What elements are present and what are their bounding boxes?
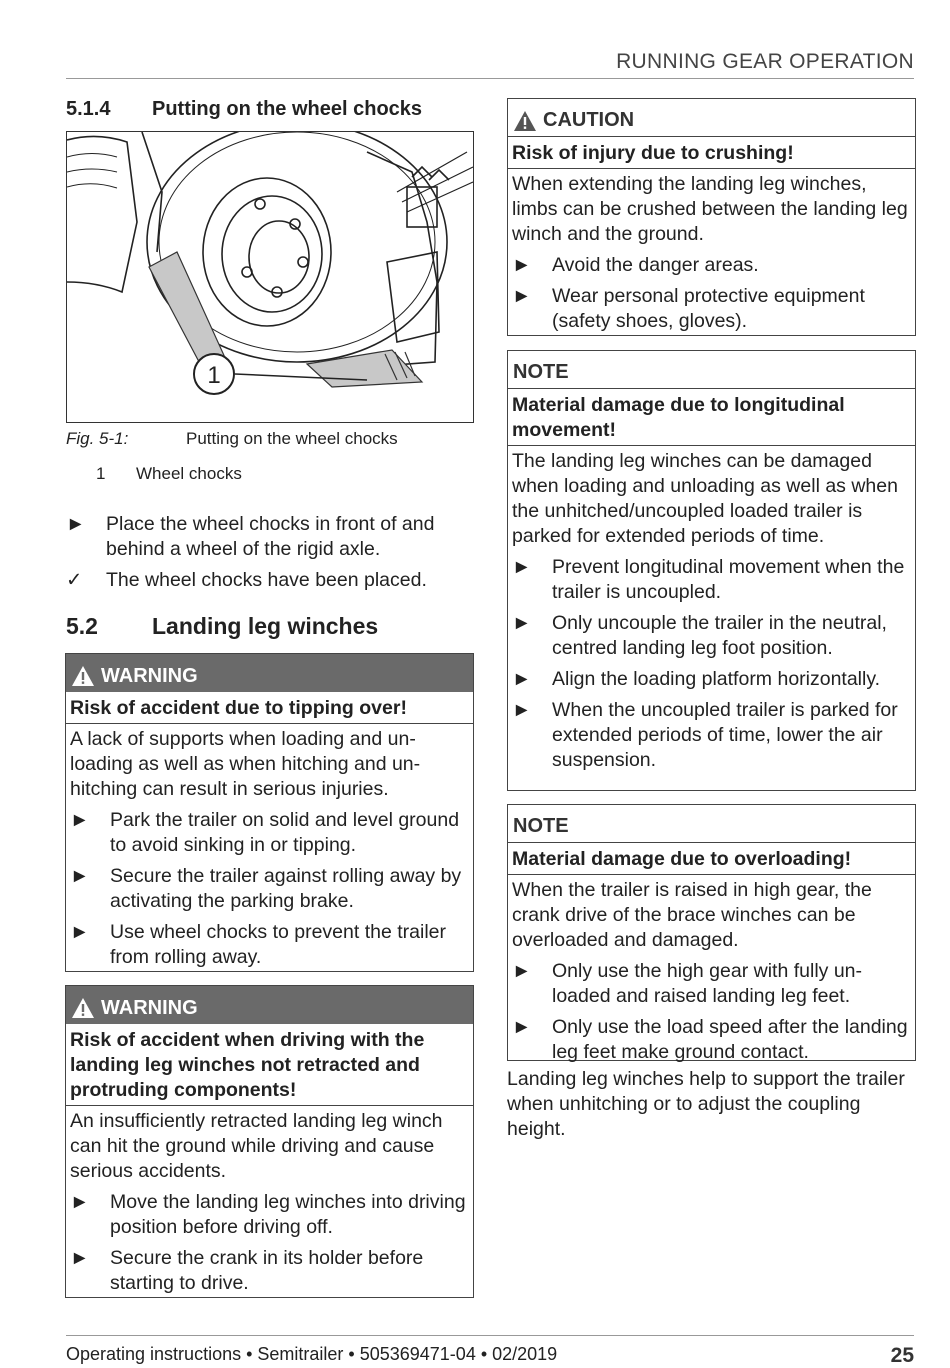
running-header: RUNNING GEAR OPERATION — [616, 50, 914, 73]
note-text: When the trailer is raised in high gear, the crank drive of the brace winches can be overloaded and damaged. — [512, 879, 872, 951]
section-5-2-heading — [66, 613, 472, 641]
warning-header — [66, 986, 473, 1024]
warning-triangle-icon — [71, 997, 95, 1019]
step-text: The wheel chocks have been placed. — [106, 569, 427, 591]
bullet-text: Only uncouple the trailer in the neutral, centred landing leg foot position. — [552, 612, 887, 659]
note-text: The landing leg winches can be damaged when loading and unloading as well as when the unhitched/uncoupled loaded trailer is parked for extended periods of time. — [512, 450, 898, 547]
warning-label: WARNING — [101, 996, 198, 1019]
section-number: 5.1.4 — [66, 98, 111, 120]
figure-legend — [96, 464, 396, 486]
bullet-text: Wear personal protective equipment (safety shoes, gloves). — [552, 285, 865, 332]
section-title: Landing leg winches — [152, 613, 379, 639]
note-bullet — [512, 959, 911, 1009]
note-bullet — [512, 555, 911, 605]
bullet-text: Secure the crank in its holder before starting to drive. — [110, 1247, 424, 1294]
page-number: 25 — [890, 1344, 914, 1367]
bullet-marker: ► — [512, 556, 532, 578]
legend-number: 1 — [96, 464, 106, 483]
warning-header — [66, 654, 473, 692]
section-number: 5.2 — [66, 613, 98, 639]
warning-box-tipping — [65, 653, 474, 972]
caution-text: When extending the landing leg winches, limbs can be crushed between the landing leg winch and the ground. — [512, 173, 908, 245]
bullet-text: Avoid the danger areas. — [552, 254, 759, 276]
bullet-text: Prevent longitudinal movement when the trailer is uncoupled. — [552, 556, 905, 603]
bullet-marker: ► — [70, 1191, 90, 1213]
note-bullet — [512, 1015, 911, 1065]
bullet-marker: ► — [512, 254, 532, 276]
warning-bullet — [70, 1190, 469, 1240]
warning-text: A lack of supports when loading and unloading as well as when hitching and unhitching can result in serious injuries. — [70, 728, 421, 800]
note-body — [508, 446, 915, 779]
warning-bullet — [70, 1246, 469, 1296]
warning-bullet — [70, 920, 469, 970]
header-rule — [66, 78, 914, 79]
bullet-text: When the uncoupled trailer is parked for extended periods of time, lower the air suspension. — [552, 699, 898, 771]
callout-number: 1 — [207, 362, 221, 389]
note-bullet — [512, 611, 911, 661]
caution-bullet — [512, 284, 911, 334]
note-header — [508, 805, 915, 843]
warning-bullet — [70, 864, 469, 914]
bullet-text: Align the loading platform horizontally. — [552, 668, 881, 690]
note-box-longitudinal — [507, 350, 916, 791]
caution-heading: Risk of injury due to crushing! — [508, 137, 915, 169]
warning-triangle-icon — [513, 110, 537, 132]
caution-header — [508, 99, 915, 137]
bullet-marker: ► — [70, 921, 90, 943]
warning-body — [66, 1106, 473, 1302]
note-body — [508, 875, 915, 1071]
note-header — [508, 351, 915, 389]
wheel-illustration — [67, 132, 473, 422]
figure-caption — [66, 429, 472, 451]
section-title: Putting on the wheel chocks — [152, 98, 423, 120]
bullet-marker: ► — [70, 865, 90, 887]
bullet-text: Park the trailer on solid and level ground to avoid sinking in or tipping. — [110, 809, 460, 856]
note-label: NOTE — [513, 815, 569, 837]
note-heading: Material damage due to longitudinal movement! — [508, 389, 915, 446]
instruction-steps — [66, 512, 472, 599]
wheel-chocks-figure — [66, 131, 474, 423]
caution-label: CAUTION — [543, 109, 635, 131]
note-bullet — [512, 698, 911, 773]
warning-heading: Risk of accident when driving with the landing leg winches not retracted and protruding components! — [66, 1024, 473, 1106]
footer-rule — [66, 1335, 914, 1336]
bullet-text: Only use the high gear with fully unloaded and raised landing leg feet. — [552, 960, 863, 1007]
bullet-text: Only use the load speed after the landing leg feet make ground contact. — [552, 1016, 908, 1063]
bullet-text: Use wheel chocks to prevent the trailer from rolling away. — [110, 921, 446, 968]
bullet-marker: ► — [512, 1016, 532, 1038]
section-5-1-4-heading — [66, 98, 472, 124]
caution-body — [508, 169, 915, 340]
bullet-marker: ► — [70, 1247, 90, 1269]
note-box-overloading — [507, 804, 916, 1061]
bullet-marker: ► — [512, 668, 532, 690]
warning-bullet — [70, 808, 469, 858]
step-text: Place the wheel chocks in front of and behind a wheel of the rigid axle. — [106, 513, 435, 560]
caution-bullet — [512, 253, 911, 278]
instruction-step — [66, 512, 472, 562]
warning-body — [66, 724, 473, 976]
warning-text: An insufficiently retracted landing leg winch can hit the ground while driving and cause serious accidents. — [70, 1110, 443, 1182]
bullet-marker: ► — [512, 699, 532, 721]
footer-text: Operating instructions • Semitrailer • 505369471-04 • 02/2019 — [66, 1344, 558, 1364]
note-label: NOTE — [513, 361, 569, 383]
step-marker: ► — [66, 513, 86, 535]
warning-label: WARNING — [101, 664, 198, 687]
closing-paragraph: Landing leg winches help to support the trailer when unhitching or to adjust the coupling height. — [507, 1068, 905, 1140]
result-step — [66, 568, 472, 593]
caution-box — [507, 98, 916, 336]
caption-label: Fig. 5-1: — [66, 429, 129, 448]
note-heading: Material damage due to overloading! — [508, 843, 915, 875]
note-bullet — [512, 667, 911, 692]
warning-triangle-icon — [71, 665, 95, 687]
bullet-marker: ► — [70, 809, 90, 831]
bullet-text: Secure the trailer against rolling away by activating the parking brake. — [110, 865, 462, 912]
warning-box-driving — [65, 985, 474, 1298]
bullet-text: Move the landing leg winches into driving position before driving off. — [110, 1191, 466, 1238]
legend-text: Wheel chocks — [136, 464, 242, 483]
check-icon: ✓ — [66, 569, 83, 591]
bullet-marker: ► — [512, 612, 532, 634]
bullet-marker: ► — [512, 285, 532, 307]
caption-text: Putting on the wheel chocks — [186, 429, 398, 448]
warning-heading: Risk of accident due to tipping over! — [66, 692, 473, 724]
bullet-marker: ► — [512, 960, 532, 982]
